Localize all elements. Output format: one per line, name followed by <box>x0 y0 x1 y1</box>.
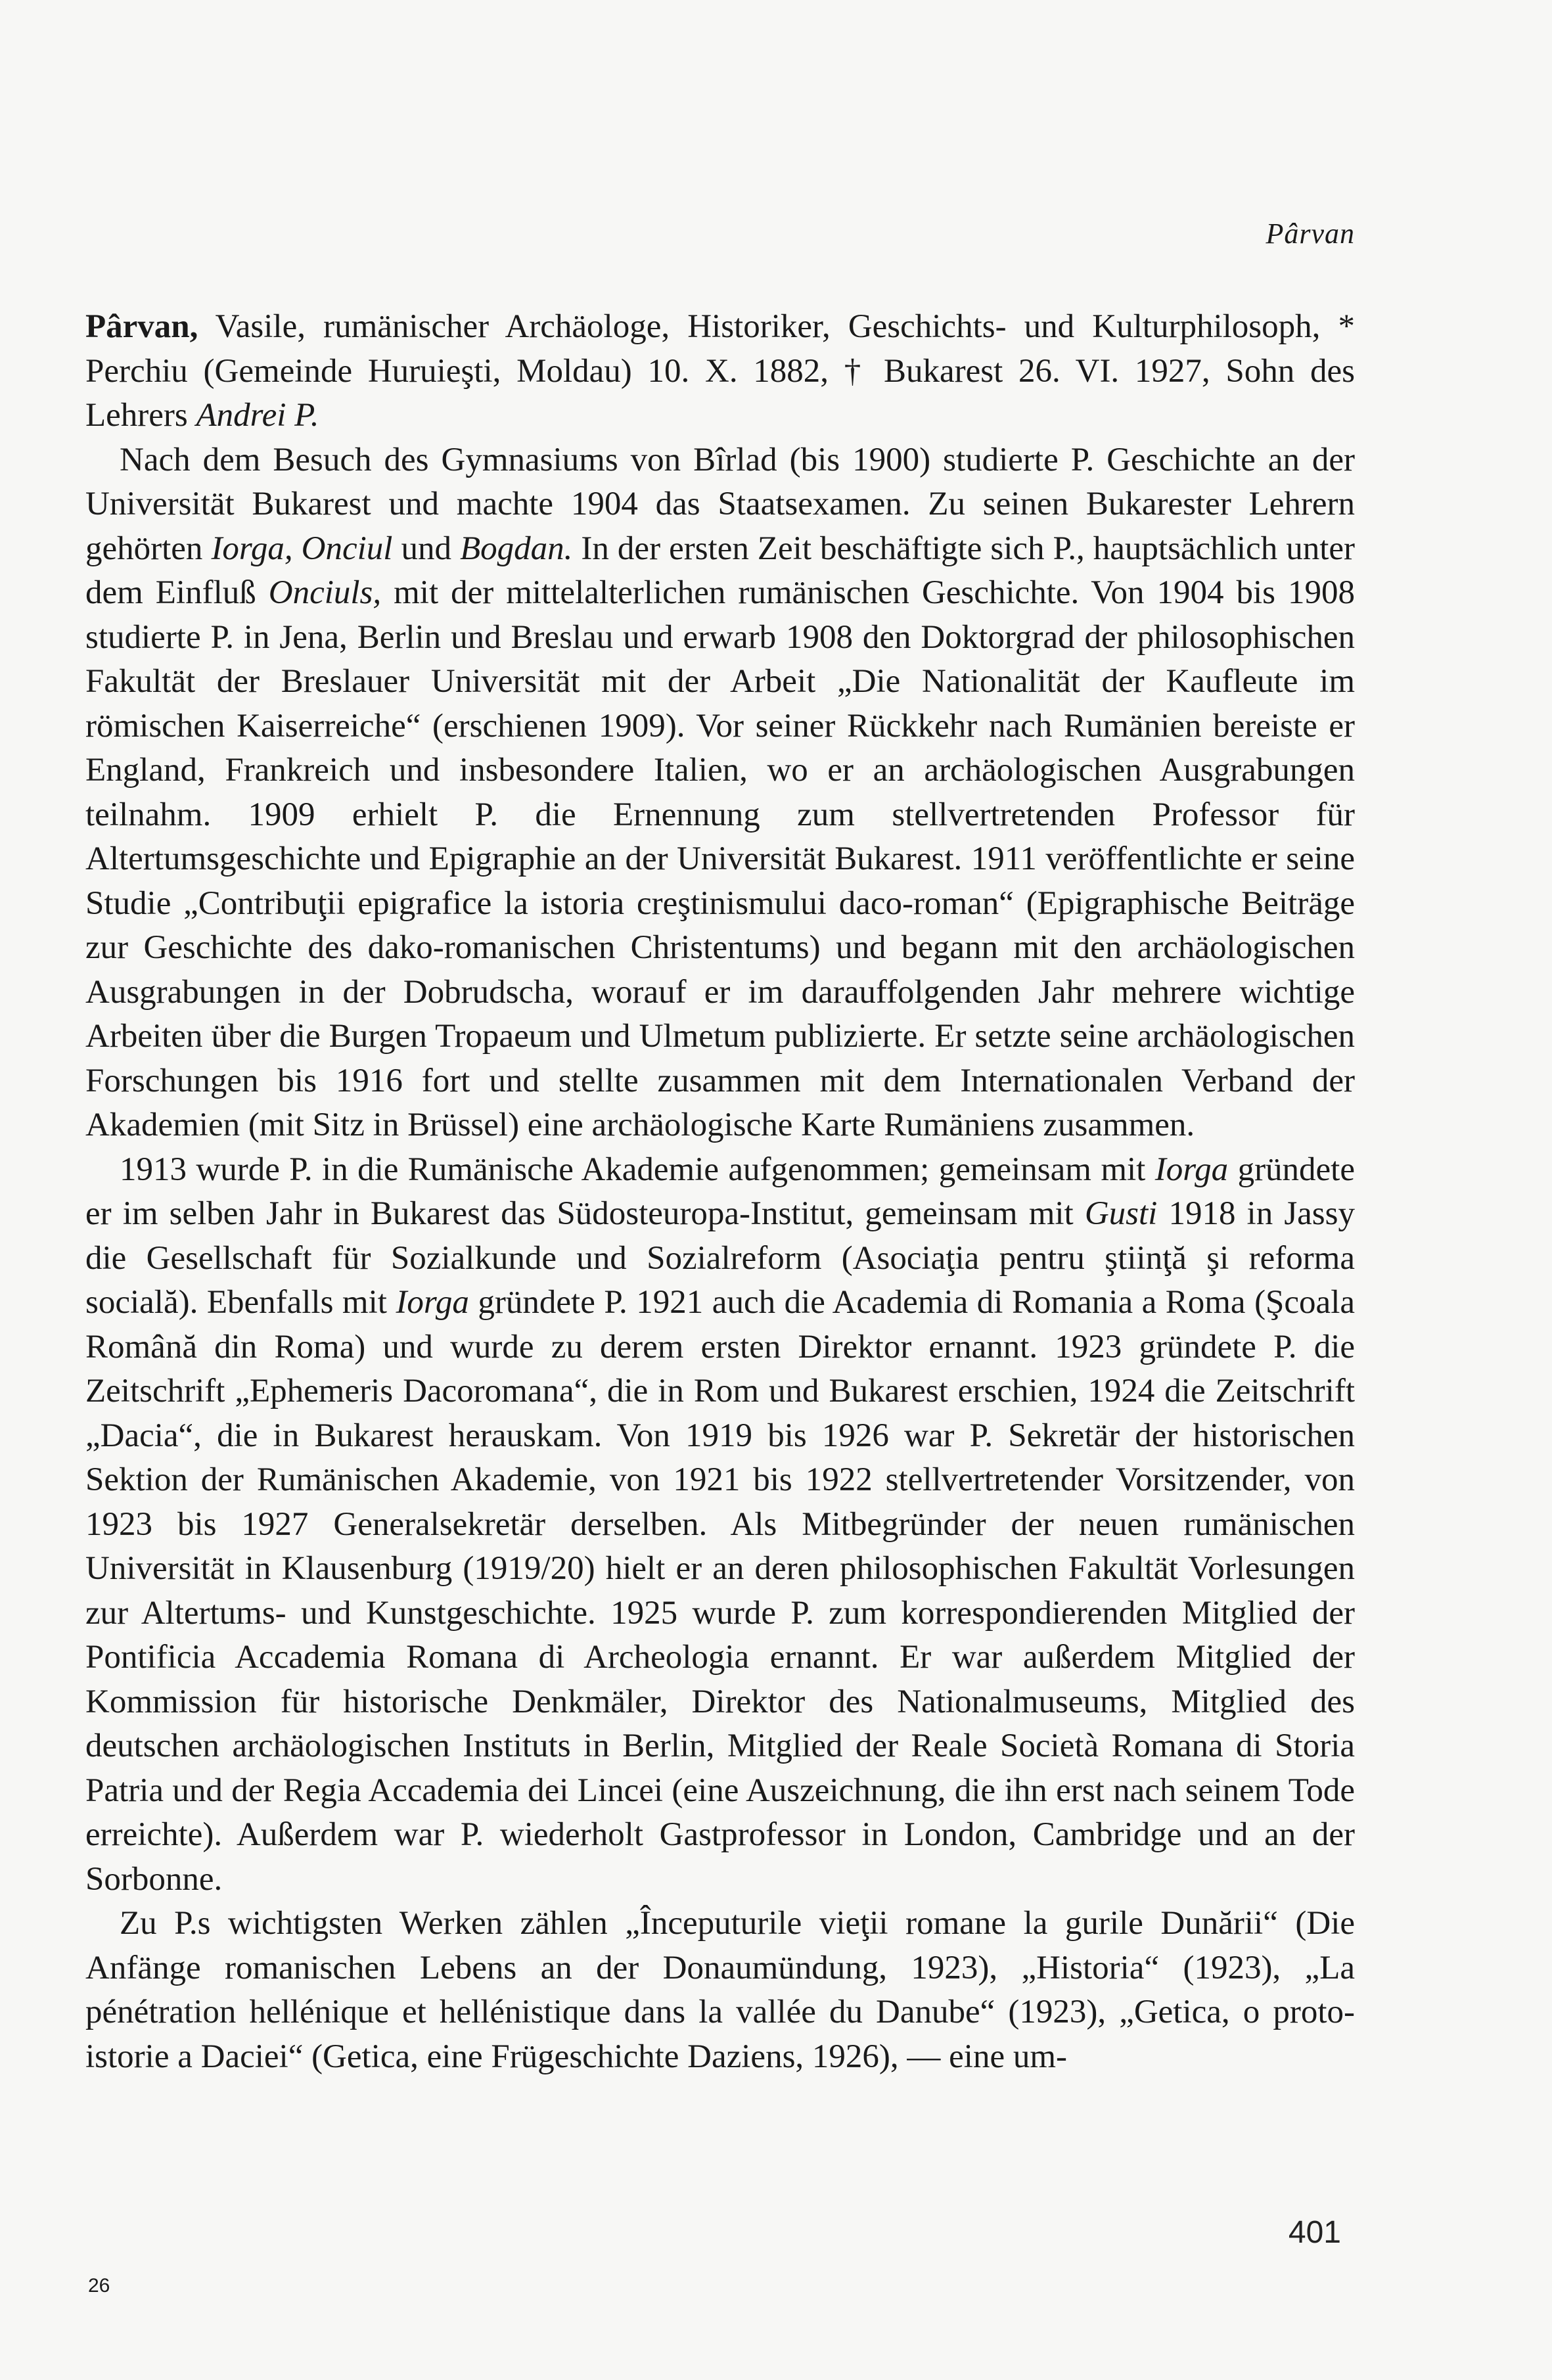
name-onciuls: Onciuls, <box>268 574 382 611</box>
entry-body <box>85 305 1355 2079</box>
text-run: 1913 wurde P. in die Rumänische Akademie aufgenommen; gemeinsam mit <box>120 1151 1155 1188</box>
name-iorga: Iorga <box>1154 1151 1229 1188</box>
name-gusti: Gusti <box>1084 1195 1158 1232</box>
text-run: 1918 in Jassy die Gesellschaft für Sozialkunde und Sozialreform (Asociaţia pentru ştiinţă şi reforma socială). Ebenfalls mit <box>85 1195 1355 1321</box>
running-head: Pârvan <box>1266 217 1355 250</box>
name-iorga: Iorga <box>396 1284 469 1321</box>
text-run: Zu P.s wichtigsten Werken zählen „Începuturile vieţii romane la gurile Dunării“ (Die Anfänge romanischen Lebens an der Donaumündung, 1923), „Historia“ (1923), „La pénétration hellénique et hellénistique dans la vallée du Danube“ (1923), „Getica, o proto-istorie a Daciei“ (Getica, eine Frügeschichte Daziens, 1926), — eine um- <box>85 1905 1355 2075</box>
text-run: gründete er im selben Jahr in Bukarest das Südosteuropa-Institut, gemeinsam mit <box>85 1151 1355 1232</box>
text-run: mit der mittelalterlichen rumänischen Geschichte. Von 1904 bis 1908 studierte P. in Jena, Berlin und Breslau und erwarb 1908 den Doktorgrad der philosophischen Fakultät der Breslauer Universität mit der Arbeit „Die Nationalität der Kaufleute im römischen Kaiserreiche“ (erschienen 1909). Vor seiner Rückkehr nach Rumänien bereiste er England, Frankreich und insbesondere Italien, wo er an archäologischen Ausgrabungen teilnahm. 1909 erhielt P. die Ernennung zum stellvertretenden Professor für Altertumsgeschichte und Epigraphie an der Universität Bukarest. 1911 veröffentlichte er seine Studie „Contribuţii epigrafice la istoria creştinismului daco-roman“ (Epigraphische Beiträge zur Geschichte des dako-romanischen Christentums) und begann mit den archäologischen Ausgrabungen in der Dobrudscha, worauf er im darauffolgenden Jahr mehrere wichtige Arbeiten über die Burgen Tropaeum und Ulmetum publizierte. Er setzte seine archäologischen Forschungen bis 1916 fort und stellte zusammen mit dem Internationalen Verband der Akademien (mit Sitz in Brüssel) eine archäologische Karte Rumäniens zusammen. <box>85 574 1356 1143</box>
paragraph-education <box>85 438 1355 1148</box>
page-number: 401 <box>1288 2215 1341 2250</box>
name-onciul: Onciul <box>301 530 393 567</box>
text-run <box>293 530 302 567</box>
paragraph-works <box>85 1902 1355 2079</box>
headword: Pârvan, <box>85 308 198 345</box>
intro-text: Vasile, rumänischer Archäologe, Historiker, Geschichts- und Kulturphilosoph, * Perchiu (Gemeinde Huruieşti, Moldau) 10. X. 1882, † Bukarest 26. VI. 1927, Sohn des Lehrers <box>85 308 1355 434</box>
text-run: In der ersten Zeit beschäftigte sich P., hauptsächlich unter dem Einfluß <box>85 530 1355 611</box>
name-bogdan: Bogdan. <box>460 530 573 567</box>
father-name: Andrei P. <box>196 397 319 434</box>
name-iorga: Iorga, <box>211 530 293 567</box>
entry-intro-paragraph <box>85 305 1355 438</box>
paragraph-academy <box>85 1148 1355 1902</box>
signature-mark: 26 <box>88 2275 110 2297</box>
text-run: und <box>392 530 461 567</box>
text-run: Nach dem Besuch des Gymnasiums von Bîrlad (bis 1900) studierte P. Geschichte an der Universität Bukarest und machte 1904 das Staatsexamen. Zu seinen Bukarester Lehrern gehörten <box>85 441 1355 567</box>
text-run: gründete P. 1921 auch die Academia di Romania a Roma (Şcoala Română din Roma) und wurde zu derem ersten Direktor ernannt. 1923 gründete P. die Zeitschrift „Ephemeris Dacoromana“, die in Rom und Bukarest erschien, 1924 die Zeitschrift „Dacia“, die in Bukarest herauskam. Von 1919 bis 1926 war P. Sekretär der historischen Sektion der Rumänischen Akademie, von 1921 bis 1922 stellvertretender Vorsitzender, von 1923 bis 1927 Generalsekretär derselben. Als Mitbegründer der neuen rumänischen Universität in Klausenburg (1919/20) hielt er an deren philosophischen Fakultät Vorlesungen zur Altertums- und Kunstgeschichte. 1925 wurde P. zum korrespondierenden Mitglied der Pontificia Accademia Romana di Archeologia ernannt. Er war außerdem Mitglied der Kommission für historische Denkmäler, Direktor des Nationalmuseums, Mitglied des deutschen archäologischen Instituts in Berlin, Mitglied der Reale Società Romana di Storia Patria und der Regia Accademia dei Lincei (eine Auszeichnung, die ihn erst nach seinem Tode erreichte). Außerdem war P. wiederholt Gastprofessor in London, Cambridge und an der Sorbonne. <box>85 1284 1356 1898</box>
